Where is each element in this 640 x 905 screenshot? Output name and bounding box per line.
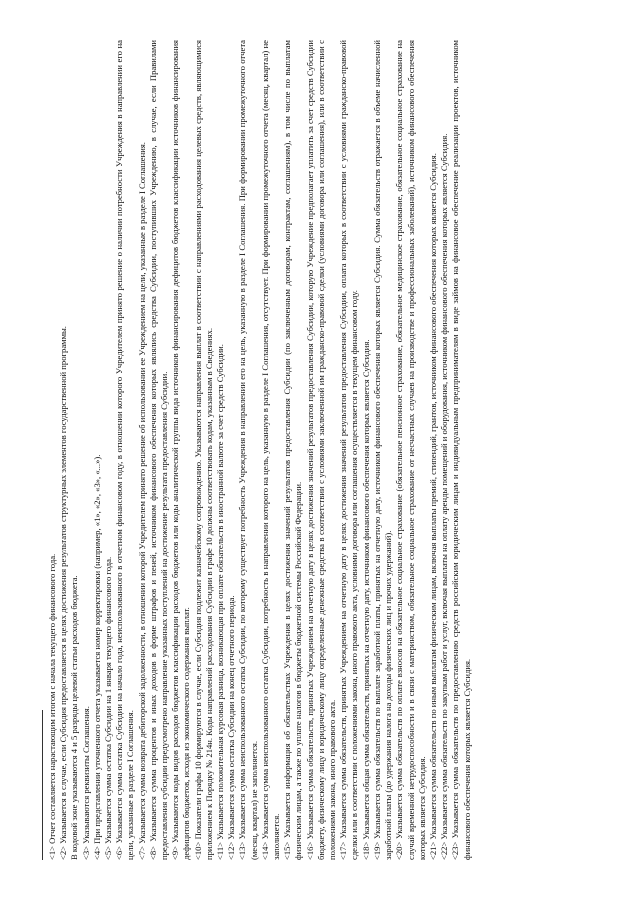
footnote: <9> Указываются коды видов расходов бюджетов классификации расходов бюджетов или коды аналитической группы вида источников финансирования дефицитов бюджетов классификации источников финансирования дефицитов бюджетов, исходя из экономического содержания выплат.	[170, 40, 192, 860]
footnotes-block	[40, 40, 600, 860]
footnote: <13> Указывается сумма неиспользованного остатка Субсидии, по которому существует потребность Учреждения в направлении его на цель, указанную в разделе I Соглашения. При формировании промежуточного отчета (месяц, квартал) не заполняется.	[237, 40, 259, 860]
footnote: <16> Указывается сумма обязательств, принятых Учреждением на отчетную дату в целях достижения значений результатов предоставления Субсидии, которую Учреждение предполагает уплатить за счет средств Субсидии бюджету, физическому лицу и юридическому лицу определенные денежные средства в соответствии с условиями заключенной им гражданско-правовой сделки (условиями договора или соглашения), или в соответствии с положениями закона, иного правового акта.	[304, 40, 338, 860]
footnote: <10> Показатели графы 10 формируются в случае, если Субсидия подлежит казначейскому сопровождению. Указываются направления выплат в соответствии с направлениями расходования целевых средств, являющимися приложением к Порядку № 214н. Коды направлений расходования Субсидии в графе 10 должны соответствовать кодам, указанным в Сведениях.	[192, 40, 214, 860]
footnote: <23> Указывается сумма обязательств по предоставлению средств российским юридическим лицам и индивидуальным предпринимателям в виде займов на финансовое обеспечение реализации проектов, источником финансового обеспечения которых является Субсидия.	[450, 40, 472, 860]
footnote: <11> Указывается положительная курсовая разница, возникающая при оплате обязательств в иностранной валюте за счет средств Субсидии.	[215, 344, 226, 860]
footnote: <14> Указывается сумма неиспользованного остатка Субсидии, потребность в направлении которого на цель, указанную в разделе I Соглашения, отсутствует. При формировании промежуточного отчета (месяц, квартал) не заполняется.	[259, 40, 282, 860]
footnote: <8> Указывается сумма процентов и иных доходов в форме штрафов и пеней, источником финансового обеспечения которых являлись средства Субсидии, поступивших Учреждению, в случае, если Правилами предоставления субсидии предусмотрено направление указанных поступлений на достижение результата предоставления Субсидии.	[147, 40, 170, 860]
footnote-separator	[42, 710, 43, 860]
footnote: <22> Указывается сумма обязательств по закупкам работ и услуг, включая выплаты на оплату аренды помещений и оборудования, источником финансового обеспечения которых является Субсидия.	[439, 133, 450, 860]
footnote: <4> При представлении уточненного отчета указывается номер корректировки (например, «1», «2», «3», «...»).	[91, 454, 102, 860]
footnote: <20> Указывается сумма обязательств по оплате взносов на обязательное социальное страхование (обязательное пенсионное страхование, обязательное медицинское страхование, обязательное социальное страхование на случай временной нетрудоспособности и в связи с материнством, обязательное социальное страхование от несчастных случаев на производстве и профессиональных заболеваний), источником финансового обеспечения которых является Субсидия.	[394, 40, 427, 860]
footnote: <12> Указывается сумма остатка Субсидии на конец отчетного периода.	[226, 595, 237, 860]
footnote: <19> Указывается сумма обязательств по выплате заработной платы, принятых на отчетную дату, источником финансового обеспечения которых является Субсидия. Сумма обязательств отражается в объеме начисленной заработной платы (до удержания налога на доходы физических лиц и прочих удержаний).	[371, 40, 394, 860]
footnote: <2> Указывается в случае, если Субсидия предоставляется в целях достижения результатов структурных элементов государственной программы.	[58, 326, 69, 860]
footnote: <1> Отчет составляется нарастающим итогом с начала текущего финансового года.	[47, 553, 57, 860]
footnote: <17> Указывается сумма обязательств, принятых Учреждением на отчетную дату в целях достижения значений результатов предоставления Субсидии, оплата которых в соответствии с условиями гражданско-правовой сделки или в соответствии с положениями закона, иного правового акта, условиями договора или соглашения осуществляется в текущем финансовом году.	[338, 40, 360, 860]
footnote: <3> Указываются реквизиты Соглашения.	[80, 706, 91, 860]
footnote: <6> Указывается сумма остатка Субсидии на начало года, неиспользованного в отчетном финансовом году, в отношении которого Учредителем принято решение о наличии потребности Учреждения в направлении его на цели, указанные в разделе I Соглашения.	[114, 40, 136, 860]
footnote: <15> Указывается информация об обязательствах Учреждения в целях достижения значений результатов предоставления Субсидии (по заключенным договорам, контрактам, соглашениям), в том числе по выплатам физическим лицам, а также по уплате налогов в бюджеты бюджетной системы Российской Федерации.	[282, 40, 304, 860]
footnote: <5> Указывается сумма остатка Субсидии на 1 января текущего финансового года.	[103, 556, 114, 860]
footnote: <18> Указывается общая сумма обязательств, принятых на отчетную дату, источником финансового обеспечения которых является Субсидия.	[360, 339, 371, 860]
footnote: <21> Указывается сумма обязательств по иным выплатам физическим лицам, включая выплаты премий, стипендий, грантов, источником финансового обеспечения которых является Субсидия.	[427, 153, 438, 860]
footnote: <7> Указывается сумма возврата дебиторской задолженности, в отношении которой Учредителем принято решение об использовании ее Учреждением на цели, указанные в разделе I Соглашения.	[136, 142, 147, 860]
footnote: В кодовой зоне указываются 4 и 5 разряды целевой статьи расходов бюджета.	[69, 575, 80, 860]
